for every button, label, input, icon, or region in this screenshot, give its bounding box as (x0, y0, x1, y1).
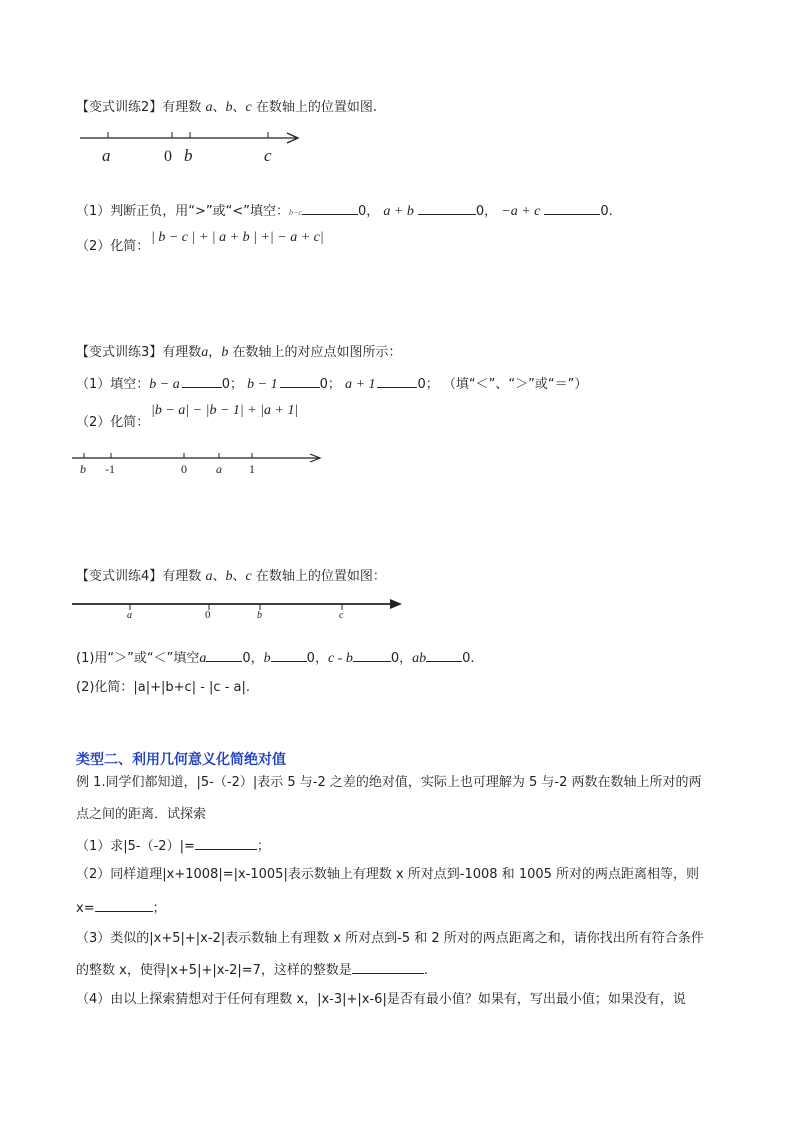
p4-q1-zero3: 0 (390, 651, 400, 666)
p3-title-tail: 在数轴上的对应点如图所示： (232, 345, 402, 360)
p2-title-tail: 在数轴上的位置如图. (255, 100, 377, 115)
p4-q1-period: . (470, 651, 475, 666)
p3-q2-prefix: （2）化简： (76, 415, 150, 430)
section-q3-line-2 (76, 960, 428, 980)
p4-q1-expr2: b (263, 651, 271, 666)
p4-q1-comma1: ， (250, 651, 264, 666)
axis1-label-0: 0 (164, 148, 172, 165)
section-heading: 类型二、利用几何意义化简绝对值 (76, 752, 286, 768)
section-q2-line-1: （2）同样道理|x+1008|=|x-1005|表示数轴上有理数 x 所对点到-1008 和 1005 所对的两点距离相等，则 (76, 867, 700, 882)
p3-q2-expression: |b − a| − |b − 1| + |a + 1| (151, 403, 299, 418)
axis3-label-c: c (339, 610, 344, 621)
p4-sep-2: 、 (232, 569, 246, 584)
p4-q1-expr1: a (199, 651, 207, 666)
p4-var-a: a (205, 569, 213, 584)
p3-q1-blank3[interactable] (377, 374, 417, 388)
section-q2-var: x= (76, 901, 95, 916)
p3-sep: ， (208, 345, 222, 360)
p2-q1-zero2: 0 (475, 204, 485, 219)
p3-q1-zero1: 0； (221, 377, 244, 392)
p3-q1-expr1: b − a (149, 377, 180, 392)
axis1-label-a: a (102, 146, 111, 165)
p3-q1-tail: （填“＜”、“＞”或“＝”） (442, 377, 588, 392)
p4-q1-prefix: (1)用“＞”或“＜”填空 (76, 651, 200, 666)
p4-q1-blank1[interactable] (206, 648, 242, 662)
number-line-2 (72, 453, 320, 476)
p3-q1-blank1[interactable] (182, 374, 222, 388)
p2-title (76, 99, 377, 117)
p4-q1-zero1: 0 (242, 651, 251, 666)
p2-title-bracket: 【变式训练2】 (76, 100, 163, 115)
section-q1-text: （1）求|5-（-2）|= (76, 839, 195, 854)
p2-q2 (76, 238, 149, 256)
p2-q1-blank1[interactable] (302, 201, 358, 215)
example-line-1: 例 1.同学们都知道，|5-（-2）|表示 5 与-2 之差的绝对值，实际上也可理解为 5 与-2 两数在数轴上所对的两 (76, 775, 702, 790)
section-q1-end: ； (256, 839, 270, 854)
p2-var-b: b (225, 100, 233, 115)
p3-var-b: b (221, 345, 229, 360)
number-line-3 (72, 599, 402, 621)
p4-q1-expr4: ab (412, 651, 427, 666)
p3-q1-prefix: （1）填空： (76, 377, 150, 392)
example-line-2: 点之间的距离．试探索 (76, 807, 207, 822)
p4-q1-blank4[interactable] (426, 648, 462, 662)
section-q4-line-1: （4）由以上探索猜想对于任何有理数 x，|x-3|+|x-6|是否有最小值？如果有，写出最小值；如果没有，说 (76, 992, 686, 1007)
p2-q2-expression: | b − c | + | a + b | +| − a + c| (151, 230, 324, 245)
p2-var-a: a (205, 100, 213, 115)
p2-q1-expr3: −a + c (501, 204, 541, 219)
p4-var-b: b (225, 569, 233, 584)
section-q3-text: 的整数 x，使得|x+5|+|x-2|=7，这样的整数是 (76, 963, 352, 978)
axis2-label-0: 0 (181, 462, 187, 476)
axis2-label-a: a (216, 462, 222, 476)
p4-title-text: 有理数 (162, 569, 202, 584)
p4-q1-comma3: ， (399, 651, 413, 666)
p2-q1-expr2: a + b (383, 204, 414, 219)
p4-var-c: c (245, 569, 252, 584)
section-q2-end: ； (152, 901, 166, 916)
p3-title-text: 有理数 (162, 345, 202, 360)
p4-title-bracket: 【变式训练4】 (76, 569, 163, 584)
axis3-label-b: b (257, 610, 262, 621)
p3-q2 (76, 414, 149, 432)
p3-q1-zero3: 0； (417, 377, 439, 392)
p2-q2-prefix: （2）化简： (76, 239, 150, 254)
p4-q1-blank3[interactable] (353, 648, 391, 662)
axis2-label-1: 1 (249, 462, 255, 476)
section-q1-blank[interactable] (195, 836, 257, 850)
p2-q1-period: . (608, 204, 613, 219)
number-line-1 (80, 132, 298, 165)
section-q2-blank[interactable] (95, 898, 153, 912)
axis3-label-a: a (127, 610, 132, 621)
p2-var-c: c (245, 100, 252, 115)
p2-q1 (76, 201, 613, 222)
p2-q1-comma1: ， (366, 204, 380, 219)
section-q1 (76, 836, 270, 856)
p3-q1-expr2: b − 1 (247, 377, 278, 392)
section-q3-end: . (423, 963, 429, 978)
p4-title-tail: 在数轴上的位置如图： (255, 569, 386, 584)
axis3-label-0: 0 (205, 609, 211, 621)
p4-q1-blank2[interactable] (271, 648, 307, 662)
p2-q1-blank3[interactable] (544, 201, 600, 215)
p4-q1 (76, 648, 475, 668)
axis1-label-b: b (184, 146, 193, 165)
p4-title (76, 568, 386, 586)
p2-q1-comma2: ， (484, 204, 498, 219)
section-q3-line-1: （3）类似的|x+5|+|x-2|表示数轴上有理数 x 所对点到-5 和 2 所对的两点距离之和，请你找出所有符合条件 (76, 931, 704, 946)
p4-q1-zero4: 0 (462, 651, 471, 666)
p2-title-text: 有理数 (162, 100, 202, 115)
p2-sep-2: 、 (232, 100, 246, 115)
p3-title (76, 344, 401, 362)
p4-q1-comma2: ， (314, 651, 328, 666)
section-q3-blank[interactable] (352, 960, 424, 974)
p2-sep-1: 、 (212, 100, 226, 115)
p3-q1-zero2: 0； (319, 377, 341, 392)
axis2-label-b: b (80, 462, 86, 476)
p2-q1-zero3: 0 (600, 204, 609, 219)
p4-q1-zero2: 0 (306, 651, 315, 666)
p4-sep-1: 、 (212, 569, 226, 584)
p2-q1-zero1: 0 (357, 204, 367, 219)
axis1-label-c: c (264, 146, 272, 165)
p3-q1-expr3: a + 1 (345, 377, 376, 392)
p3-q1 (76, 374, 587, 394)
axis2-label-neg1: -1 (105, 462, 115, 476)
p3-title-bracket: 【变式训练3】 (76, 345, 163, 360)
section-q2-line-2 (76, 898, 166, 918)
p3-q1-blank2[interactable] (280, 374, 320, 388)
p2-q1-expr1: b−c (289, 208, 302, 217)
p2-q1-blank2[interactable] (418, 201, 476, 215)
p4-q2: (2)化简：|a|+|b+c| - |c - a|. (76, 680, 251, 695)
p4-q1-expr3: c - b (327, 651, 353, 666)
p2-q1-prefix: （1）判断正负，用“>”或“<”填空： (76, 204, 289, 219)
p3-var-a: a (201, 345, 209, 360)
